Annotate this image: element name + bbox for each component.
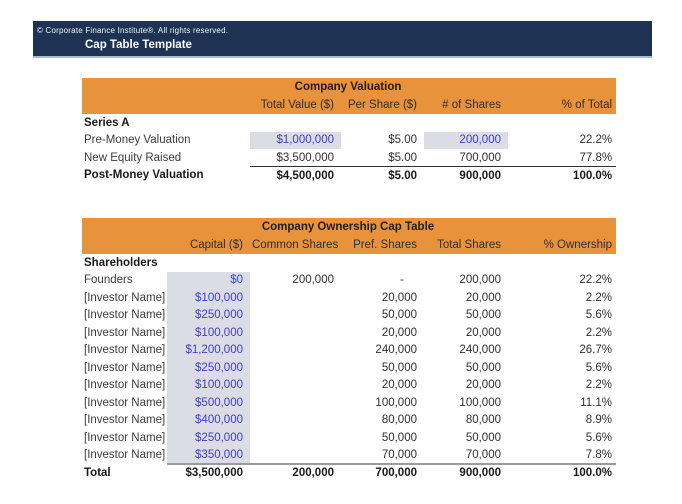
table-row xyxy=(82,307,616,325)
total-value-cell: $3,500,000 xyxy=(250,149,341,167)
table-row xyxy=(82,132,616,150)
capital-cell[interactable]: $250,000 xyxy=(167,307,250,325)
common-shares-cell xyxy=(250,342,341,360)
pref-shares-cell: 50,000 xyxy=(381,361,417,374)
col-header-pct-ownership: % Ownership xyxy=(543,239,613,251)
col-header-num-shares: # of Shares xyxy=(442,99,501,111)
common-shares-cell xyxy=(250,394,341,412)
capital-cell[interactable]: $1,200,000 xyxy=(167,342,250,360)
capital-cell[interactable]: $250,000 xyxy=(167,429,250,447)
table-row xyxy=(82,289,616,307)
row-label: Pre-Money Valuation xyxy=(84,134,191,147)
shares-cell[interactable]: 200,000 xyxy=(424,132,508,150)
capital-cell[interactable]: $100,000 xyxy=(167,324,250,342)
total-capital-cell: $3,500,000 xyxy=(167,464,250,482)
pct-ownership-cell: 22.2% xyxy=(579,274,613,287)
capital-cell[interactable]: $100,000 xyxy=(167,377,250,395)
pref-shares-cell: 70,000 xyxy=(381,448,417,461)
pct-ownership-cell: 2.2% xyxy=(585,291,613,304)
common-shares-cell xyxy=(250,289,341,307)
per-share-cell: $5.00 xyxy=(388,134,417,147)
pct-cell: 22.2% xyxy=(579,134,613,147)
total-shares-cell: 20,000 xyxy=(465,379,501,392)
common-shares-cell xyxy=(250,429,341,447)
title-banner xyxy=(33,21,652,58)
table-row xyxy=(82,394,616,412)
total-shares-cell: 200,000 xyxy=(459,274,501,287)
total-common-shares-cell: 200,000 xyxy=(250,464,341,482)
common-shares-cell xyxy=(250,412,341,430)
shareholder-label: [Investor Name] xyxy=(84,344,166,357)
shareholder-label: [Investor Name] xyxy=(84,396,166,409)
corner-cell xyxy=(82,96,250,114)
shareholder-label: [Investor Name] xyxy=(84,309,166,322)
common-shares-cell xyxy=(250,377,341,395)
pref-shares-cell: 50,000 xyxy=(381,309,417,322)
table-row xyxy=(82,412,616,430)
corner-cell xyxy=(82,236,167,254)
pct-ownership-cell: 8.9% xyxy=(585,414,613,427)
pct-ownership-cell: 2.2% xyxy=(585,326,613,339)
per-share-cell: $5.00 xyxy=(388,169,417,182)
total-shares-cell: 20,000 xyxy=(465,291,501,304)
table-title-row xyxy=(82,78,616,96)
capital-cell[interactable]: $500,000 xyxy=(167,394,250,412)
total-pref-shares-cell: 700,000 xyxy=(341,464,424,482)
table-title-row xyxy=(82,218,616,236)
total-shares-cell: 240,000 xyxy=(459,344,501,357)
common-shares-cell xyxy=(250,359,341,377)
table-row xyxy=(82,377,616,395)
pref-shares-cell: 100,000 xyxy=(375,396,417,409)
common-shares-cell xyxy=(250,447,341,465)
capital-cell[interactable]: $0 xyxy=(167,272,250,290)
col-header-total-shares: Total Shares xyxy=(437,239,501,251)
pref-shares-cell: 20,000 xyxy=(381,326,417,339)
pref-shares-cell: 50,000 xyxy=(381,431,417,444)
row-label: Post-Money Valuation xyxy=(84,169,204,182)
pref-shares-cell: - xyxy=(400,274,404,287)
total-shares-cell: 20,000 xyxy=(465,326,501,339)
col-header-common-shares: Common Shares xyxy=(252,239,339,251)
total-pct-ownership-cell: 100.0% xyxy=(508,464,616,482)
section-row xyxy=(82,254,616,272)
page-title: Cap Table Template xyxy=(85,39,192,51)
col-header-capital: Capital ($) xyxy=(189,239,243,251)
total-shares-cell: 80,000 xyxy=(465,414,501,427)
shareholder-label: [Investor Name] xyxy=(84,291,166,304)
section-label-series-a: Series A xyxy=(84,116,130,129)
common-shares-cell xyxy=(250,307,341,325)
total-shares-cell: 100,000 xyxy=(459,396,501,409)
total-value-cell[interactable]: $1,000,000 xyxy=(250,132,341,150)
col-header-pref-shares: Pref. Shares xyxy=(353,239,417,251)
col-header-total-value: Total Value ($) xyxy=(260,99,334,111)
total-shares-cell: 50,000 xyxy=(465,431,501,444)
cap-table-title: Company Ownership Cap Table xyxy=(261,221,435,233)
capital-cell[interactable]: $250,000 xyxy=(167,359,250,377)
pref-shares-cell: 20,000 xyxy=(381,379,417,392)
pct-ownership-cell: 11.1% xyxy=(580,396,613,409)
shareholder-label: [Investor Name] xyxy=(84,326,166,339)
section-label-shareholders: Shareholders xyxy=(84,256,158,269)
common-shares-cell xyxy=(250,324,341,342)
shareholder-label: [Investor Name] xyxy=(84,449,166,462)
capital-cell[interactable]: $400,000 xyxy=(167,412,250,430)
row-label: New Equity Raised xyxy=(84,151,182,164)
pct-ownership-cell: 7.8% xyxy=(585,448,613,461)
common-shares-cell: 200,000 xyxy=(292,274,334,287)
table-row xyxy=(82,447,616,465)
company-valuation-table xyxy=(82,78,616,184)
capital-cell[interactable]: $100,000 xyxy=(167,289,250,307)
pref-shares-cell: 240,000 xyxy=(375,344,417,357)
table-row xyxy=(82,324,616,342)
pct-ownership-cell: 26.7% xyxy=(579,344,613,357)
col-header-per-share: Per Share ($) xyxy=(347,99,417,111)
column-header-row xyxy=(82,96,616,114)
shareholder-label: [Investor Name] xyxy=(84,431,166,444)
shares-cell: 700,000 xyxy=(424,149,508,167)
shareholder-label: [Investor Name] xyxy=(84,414,166,427)
table-row xyxy=(82,149,616,167)
pref-shares-cell: 80,000 xyxy=(381,414,417,427)
total-value-cell: $4,500,000 xyxy=(276,169,334,182)
copyright-text: © Corporate Finance Institute®. All rights reserved. xyxy=(37,26,229,35)
table-row xyxy=(82,429,616,447)
section-row xyxy=(82,114,616,132)
table-row xyxy=(82,359,616,377)
pct-ownership-cell: 5.6% xyxy=(585,361,613,374)
shareholder-label: [Investor Name] xyxy=(84,379,166,392)
table-row xyxy=(82,167,616,185)
pct-ownership-cell: 5.6% xyxy=(585,431,613,444)
total-row xyxy=(82,464,616,482)
total-shares-cell: 50,000 xyxy=(465,309,501,322)
pct-ownership-cell: 5.6% xyxy=(585,309,613,322)
pct-cell: 100.0% xyxy=(573,169,613,182)
table-row xyxy=(82,272,616,290)
shareholder-label: [Investor Name] xyxy=(84,361,166,374)
total-shares-cell: 50,000 xyxy=(465,361,501,374)
total-label: Total xyxy=(84,466,111,479)
shares-cell: 900,000 xyxy=(459,169,501,182)
total-shares-cell: 70,000 xyxy=(465,448,501,461)
col-header-pct-of-total: % of Total xyxy=(561,99,613,111)
pct-ownership-cell: 2.2% xyxy=(585,379,613,392)
column-header-row xyxy=(82,236,616,254)
per-share-cell: $5.00 xyxy=(341,149,424,167)
total-total-shares-cell: 900,000 xyxy=(424,464,508,482)
company-ownership-cap-table xyxy=(82,218,616,482)
valuation-table-title: Company Valuation xyxy=(294,81,402,93)
shareholder-label: Founders xyxy=(84,274,133,287)
pref-shares-cell: 20,000 xyxy=(381,291,417,304)
pct-cell: 77.8% xyxy=(508,149,616,167)
table-row xyxy=(82,342,616,360)
capital-cell[interactable]: $350,000 xyxy=(167,447,250,465)
